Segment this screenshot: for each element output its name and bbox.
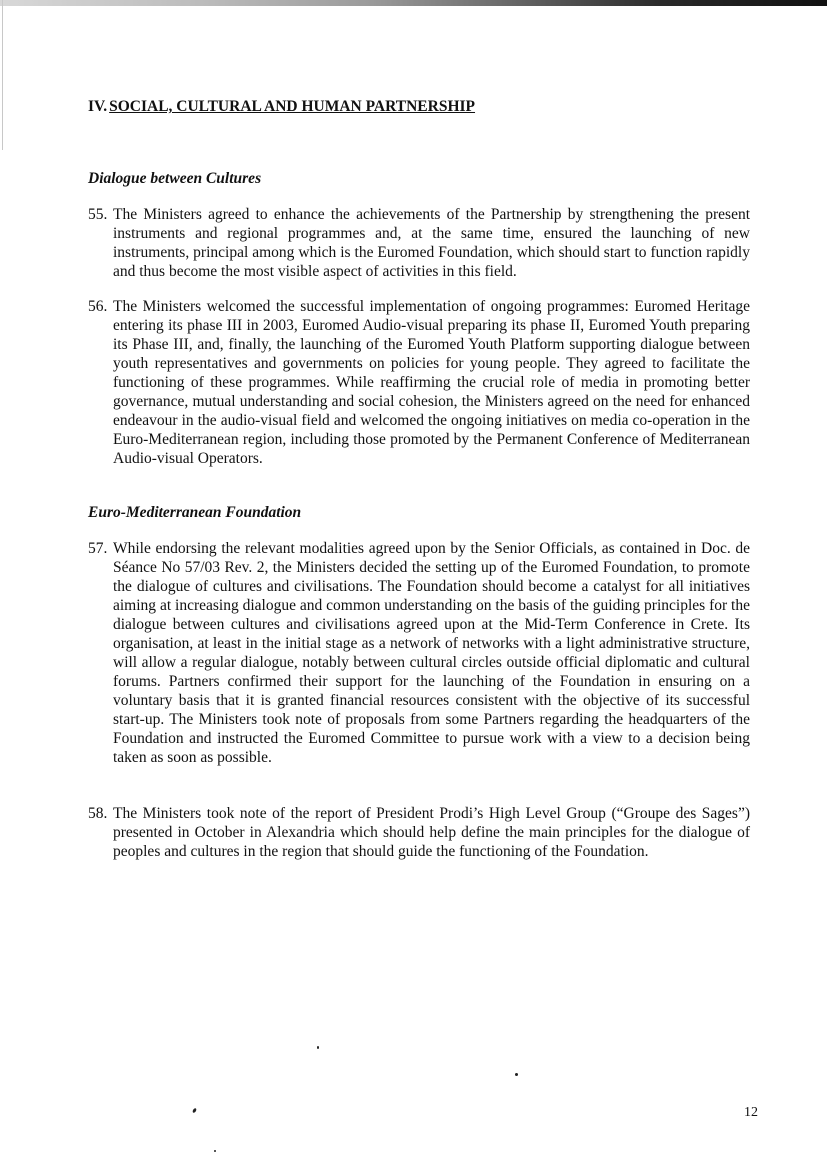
section-heading — [88, 97, 475, 117]
paragraph-number: 56. — [88, 298, 108, 315]
subheading-dialogue-between-cultures: Dialogue between Cultures — [88, 170, 262, 187]
paragraph-number: 55. — [88, 206, 108, 223]
paragraph-number: 58. — [88, 805, 108, 822]
scan-speck — [317, 1046, 319, 1049]
section-title: SOCIAL, CULTURAL AND HUMAN PARTNERSHIP — [109, 98, 476, 115]
paragraph-text: The Ministers agreed to enhance the achievements of the Partnership by strengthening the present instruments and regional programmes and, at the same time, ensured the launching of new instruments, principal among which is the Euromed Foundation, which should start to function rapidly and thus become the most visible aspect of activities in this field. — [113, 206, 750, 280]
scan-speck — [214, 1150, 216, 1152]
scan-speck — [515, 1073, 518, 1076]
paragraph-text: The Ministers welcomed the successful implementation of ongoing programmes: Euromed Heritage entering its phase III in 2003, Euromed Audio-visual preparing its phase II, Euromed Youth preparing its Phase III, and, finally, the launching of the Euromed Youth Platform supporting dialogue between youth representatives and governments on policies for young people. They agreed to facilitate the functioning of these programmes. While reaffirming the crucial role of media in promoting better governance, mutual understanding and social cohesion, the Ministers agreed on the need for enhanced endeavour in the audio-visual field and welcomed the ongoing initiatives on media co-operation in the Euro-Mediterranean region, including those promoted by the Permanent Conference of Mediterranean Audio-visual Operators. — [113, 298, 750, 467]
paragraph-text: The Ministers took note of the report of President Prodi’s High Level Group (“Groupe des Sages”) presented in October in Alexandria which should help define the main principles for the dialogue of peoples and cultures in the region that should guide the functioning of the Foundation. — [113, 805, 750, 860]
paragraph-55 — [88, 205, 750, 281]
paragraph-number: 57. — [88, 540, 108, 557]
paragraph-57 — [88, 539, 750, 767]
scan-edge-left — [2, 0, 3, 150]
page-number: 12 — [744, 1105, 758, 1120]
subheading-euro-mediterranean-foundation: Euro-Mediterranean Foundation — [88, 504, 302, 521]
paragraph-56 — [88, 297, 750, 468]
paragraph-text: While endorsing the relevant modalities agreed upon by the Senior Officials, as contained in Doc. de Séance No 57/03 Rev. 2, the Ministers decided the setting up of the Euromed Foundation, to promote the dialogue of cultures and civilisations. The Foundation should become a catalyst for all initiatives aiming at increasing dialogue and common understanding on the basis of the guiding principles for the dialogue between cultures and civilisations agreed upon at the Mid-Term Conference in Crete. Its organisation, at least in the initial stage as a network of networks with a light administrative structure, will allow a regular dialogue, notably between cultural circles outside official diplomatic and cultural forums. Partners confirmed their support for the launching of the Foundation in ensuring on a voluntary basis that it is granted financial resources consistent with the objective of its successful start-up. The Ministers took note of proposals from some Partners regarding the headquarters of the Foundation and instructed the Euromed Committee to pursue work with a view to a decision being taken as soon as possible. — [113, 540, 750, 766]
scan-edge-top — [0, 0, 827, 6]
scan-speck — [192, 1108, 197, 1114]
section-number: IV. — [88, 98, 108, 115]
paragraph-58 — [88, 804, 750, 861]
